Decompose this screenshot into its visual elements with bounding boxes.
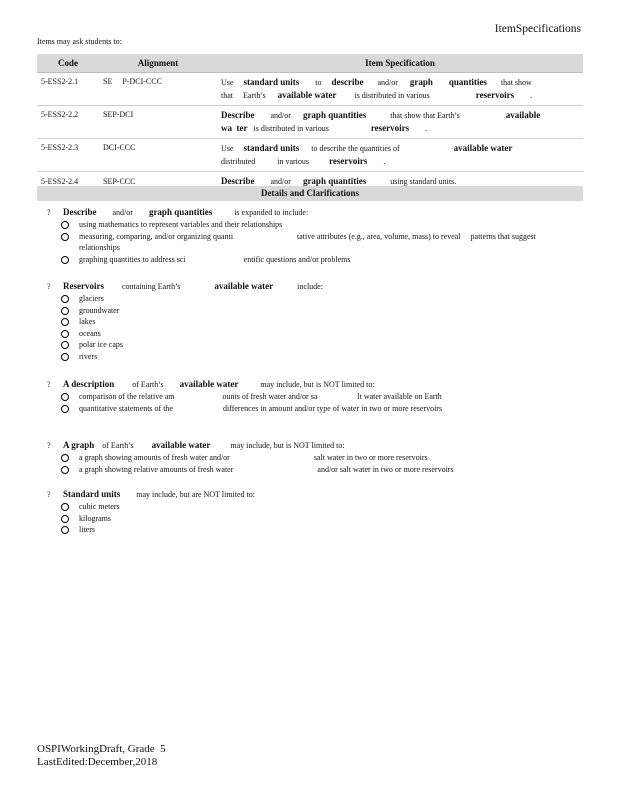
spec-word: . <box>530 91 533 100</box>
list-item: using mathematics to represent variables and their relationships <box>61 219 577 231</box>
header-alignment: Alignment <box>99 54 217 73</box>
spec-word: Use <box>221 144 234 153</box>
lead-term: A description <box>63 379 115 389</box>
spec-word: in various <box>277 157 309 166</box>
sub-list <box>47 219 577 265</box>
spec-term: graph <box>409 77 433 87</box>
cell-code: 5-ESS2-2.2 <box>37 106 99 139</box>
lead-word: and/or <box>112 208 133 217</box>
list-item: a graph showing relative amounts of fresh water and/or salt water in two or more reservoirs <box>61 464 577 476</box>
spec-word: and/or <box>270 111 291 120</box>
list-item: a graph showing amounts of fresh water and/or salt water in two or more reservoirs <box>61 452 577 464</box>
lead-term: available water <box>179 379 239 389</box>
lead-term: Standard units <box>63 489 121 499</box>
section-standard-units <box>47 488 577 536</box>
cell-alignment: DCI-CCC <box>99 139 217 172</box>
intro-text: Items may ask students to: <box>37 37 122 46</box>
footer-line-1: OSPIWorkingDraft, Grade 5 <box>37 743 166 755</box>
list-item: oceans <box>61 328 577 340</box>
spec-word: to <box>315 78 322 87</box>
list-item: comparison of the relative am ounts of fresh water and/or sa lt water available on Earth <box>61 391 577 403</box>
lead-word: include: <box>297 282 323 291</box>
spec-term: available water <box>277 90 337 100</box>
cell-alignment: SEP-CCC <box>99 172 217 194</box>
spec-term: wa ter <box>221 123 248 133</box>
spec-word: . <box>383 157 386 166</box>
table-row <box>37 73 583 106</box>
spec-term: graph quantities <box>302 110 367 120</box>
sub-list <box>47 501 577 536</box>
list-item: lakes <box>61 316 577 328</box>
lead-term: A graph <box>63 440 95 450</box>
lead-word: may include, but is NOT limited to: <box>230 441 345 450</box>
spec-word: and/or <box>270 177 291 186</box>
spec-term: Describe <box>221 110 255 120</box>
list-item: glaciers <box>61 293 577 305</box>
list-item: quantitative statements of the differences in amount and/or type of water in two or more reservoirs <box>61 403 577 415</box>
header-title: ItemSpecifications <box>494 23 581 35</box>
list-item: polar ice caps <box>61 339 577 351</box>
sub-list <box>47 452 577 475</box>
footer-line-2: LastEdited:December,2018 <box>37 756 158 768</box>
footer <box>37 743 166 769</box>
spec-word: that show <box>500 78 532 87</box>
table-row <box>37 106 583 139</box>
spec-term: standard units <box>243 77 300 87</box>
spec-word: Earth’s <box>243 91 266 100</box>
lead-term: Describe <box>63 207 97 217</box>
table-row <box>37 139 583 172</box>
spec-word: is distributed in various <box>354 91 430 100</box>
cell-spec <box>217 73 583 106</box>
list-item: measuring, comparing, and/or organizing quanti tative attributes (e.g., area, volume, mass) to reveal patterns that suggest relationships <box>61 231 577 254</box>
section-reservoirs <box>47 280 577 362</box>
spec-term: reservoirs <box>370 123 410 133</box>
list-item: cubic meters <box>61 501 577 513</box>
spec-word: is distributed in various <box>253 124 329 133</box>
spec-term: Describe <box>221 176 255 186</box>
sub-list <box>47 293 577 362</box>
cell-spec <box>217 139 583 172</box>
lead-term: available water <box>214 281 274 291</box>
list-item: liters <box>61 524 577 536</box>
section-lead <box>47 378 577 391</box>
bullet-marker: ? <box>47 208 51 217</box>
spec-term: graph quantities <box>302 176 367 186</box>
cell-alignment: SEP-DCI <box>99 106 217 139</box>
header-spec: Item Specification <box>217 54 583 73</box>
table-header-row <box>37 54 583 73</box>
spec-term: reservoirs <box>475 90 515 100</box>
lead-word: of Earth’s <box>132 380 164 389</box>
section-lead <box>47 488 577 501</box>
list-item: kilograms <box>61 513 577 525</box>
section-lead <box>47 439 577 452</box>
section-lead <box>47 206 577 219</box>
lead-term: Reservoirs <box>63 281 104 291</box>
section-describe <box>47 206 577 265</box>
list-item: graphing quantities to address sci entific questions and/or problems <box>61 254 577 266</box>
spec-term: standard units <box>243 143 300 153</box>
spec-word: Use <box>221 78 234 87</box>
cell-spec <box>217 106 583 139</box>
bullet-marker: ? <box>47 380 51 389</box>
spec-term: available water <box>453 143 513 153</box>
spec-term: reservoirs <box>329 156 368 166</box>
spec-term: available <box>505 110 541 120</box>
lead-term: available water <box>151 440 211 450</box>
bullet-marker: ? <box>47 282 51 291</box>
spec-term: describe <box>331 77 364 87</box>
lead-word: containing Earth’s <box>121 282 181 291</box>
spec-word: distributed <box>221 157 256 166</box>
spec-word: using standard units. <box>390 177 457 186</box>
sub-list <box>47 391 577 414</box>
spec-word: to describe the quantities of <box>311 144 400 153</box>
bullet-marker: ? <box>47 441 51 450</box>
item-spec-table <box>37 54 583 194</box>
spec-word: . <box>425 124 428 133</box>
lead-word: may include, but are NOT limited to: <box>136 490 255 499</box>
cell-code: 5-ESS2-2.3 <box>37 139 99 172</box>
cell-alignment: SE P-DCI-CCC <box>99 73 217 106</box>
spec-term: quantities <box>448 77 487 87</box>
lead-word: of Earth’s <box>102 441 134 450</box>
lead-word: is expanded to include: <box>234 208 309 217</box>
cell-code: 5-ESS2-2.1 <box>37 73 99 106</box>
list-item: groundwater <box>61 305 577 317</box>
spec-word: that <box>221 91 233 100</box>
section-description <box>47 378 577 414</box>
details-title: Details and Clarifications <box>37 186 583 201</box>
section-graph <box>47 439 577 475</box>
header-code: Code <box>37 54 99 73</box>
section-lead <box>47 280 577 293</box>
list-item: rivers <box>61 351 577 363</box>
spec-word: and/or <box>377 78 398 87</box>
spec-word: that show that Earth’s <box>390 111 460 120</box>
bullet-marker: ? <box>47 490 51 499</box>
cell-code: 5-ESS2-2.4 <box>37 172 99 194</box>
lead-term: graph quantities <box>148 207 213 217</box>
lead-word: may include, but is NOT limited to: <box>260 380 375 389</box>
